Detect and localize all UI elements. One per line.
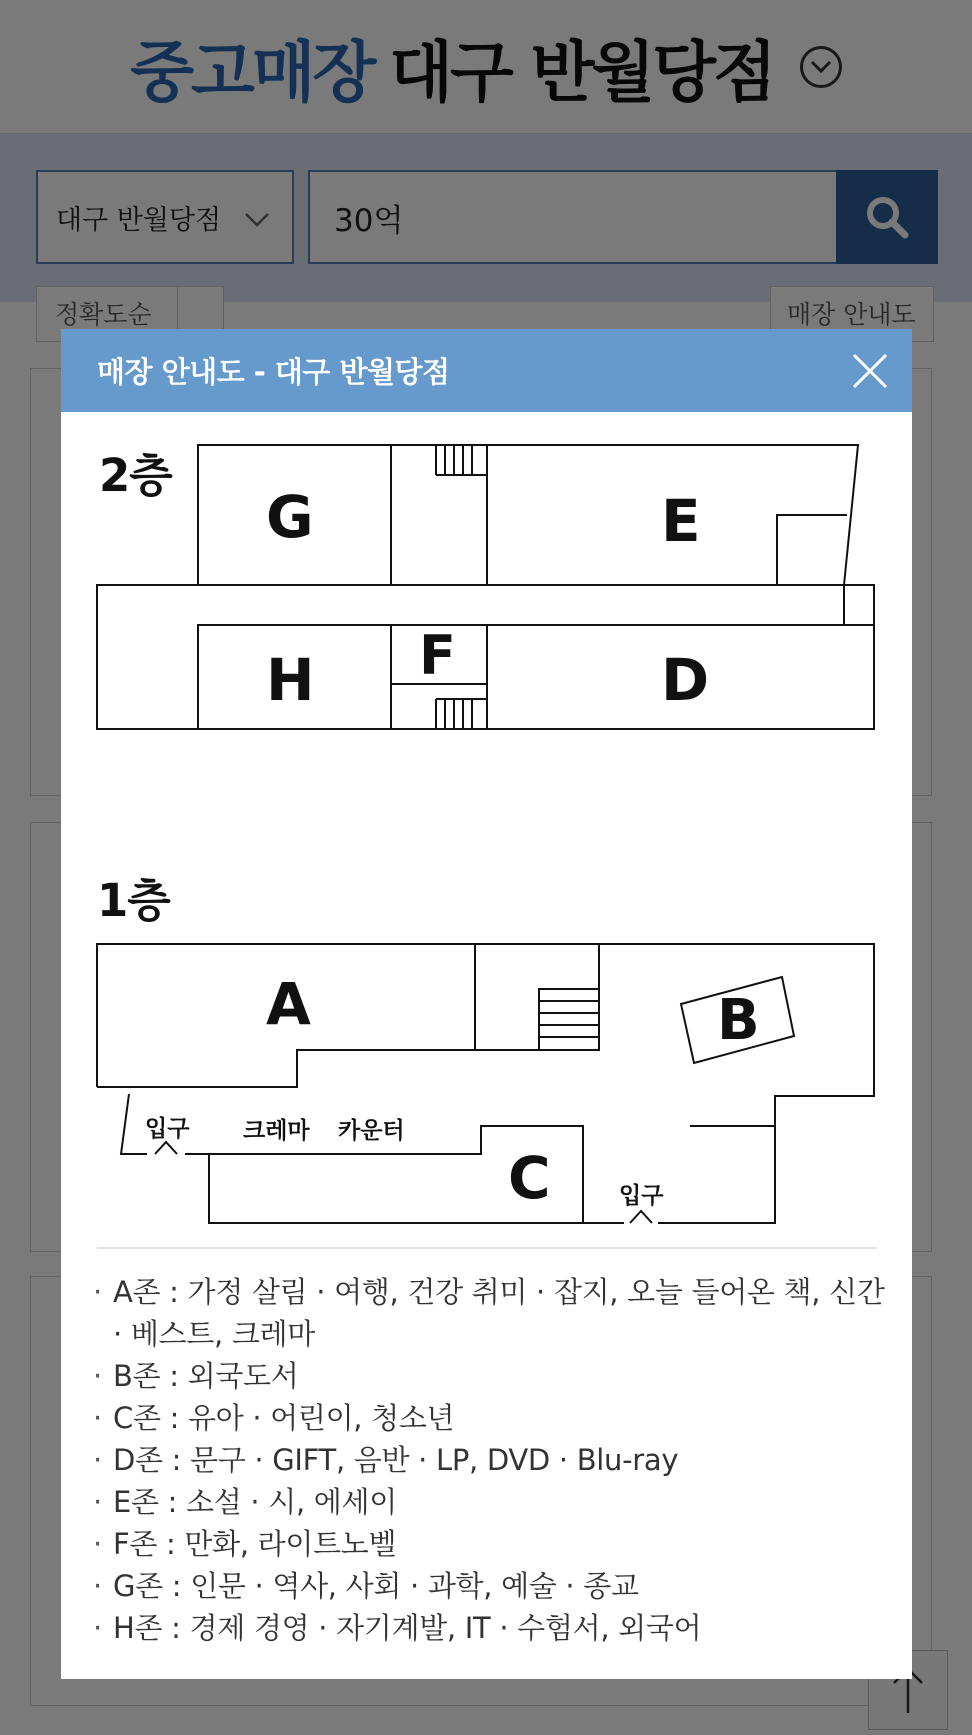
zone-b-label: B [717, 988, 760, 1053]
modal-title: 매장 안내도 - 대구 반월당점 [97, 355, 450, 389]
zone-e-label: E [661, 487, 701, 555]
legend-item-b: · B존 : 외국도서 [91, 1355, 891, 1397]
floor2-label: 2층 [99, 449, 172, 502]
legend-item-c: · C존 : 유아 · 어린이, 청소년 [91, 1397, 891, 1439]
legend-item-h: · H존 : 경제 경영 · 자기계발, IT · 수험서, 외국어 [91, 1607, 891, 1649]
legend-item-e: · E존 : 소설 · 시, 에세이 [91, 1481, 891, 1523]
legend-item-d: · D존 : 문구 · GIFT, 음반 · LP, DVD · Blu-ray [91, 1439, 891, 1481]
zone-legend [91, 1271, 891, 1649]
zone-h-label: H [266, 646, 315, 714]
zone-a-label: A [266, 970, 311, 1038]
legend-item-a: · A존 : 가정 살림 · 여행, 건강 취미 · 잡지, 오늘 들어온 책, 신간 · 베스트, 크레마 [91, 1271, 891, 1355]
store-map-modal [61, 329, 912, 1679]
legend-item-g: · G존 : 인문 · 역사, 사회 · 과학, 예술 · 종교 [91, 1565, 891, 1607]
zone-g-label: G [266, 483, 314, 551]
floor1-label: 1층 [97, 874, 170, 927]
zone-d-label: D [661, 646, 710, 714]
crema-label: 크레마 [243, 1118, 310, 1144]
divider [97, 1247, 877, 1249]
zone-c-label: C [508, 1144, 551, 1212]
zone-f-label: F [419, 624, 456, 687]
counter-label: 카운터 [338, 1118, 405, 1144]
entrance-right-label: 입구 [619, 1183, 664, 1209]
legend-item-f: · F존 : 만화, 라이트노벨 [91, 1523, 891, 1565]
entrance-left-label: 입구 [145, 1116, 190, 1142]
